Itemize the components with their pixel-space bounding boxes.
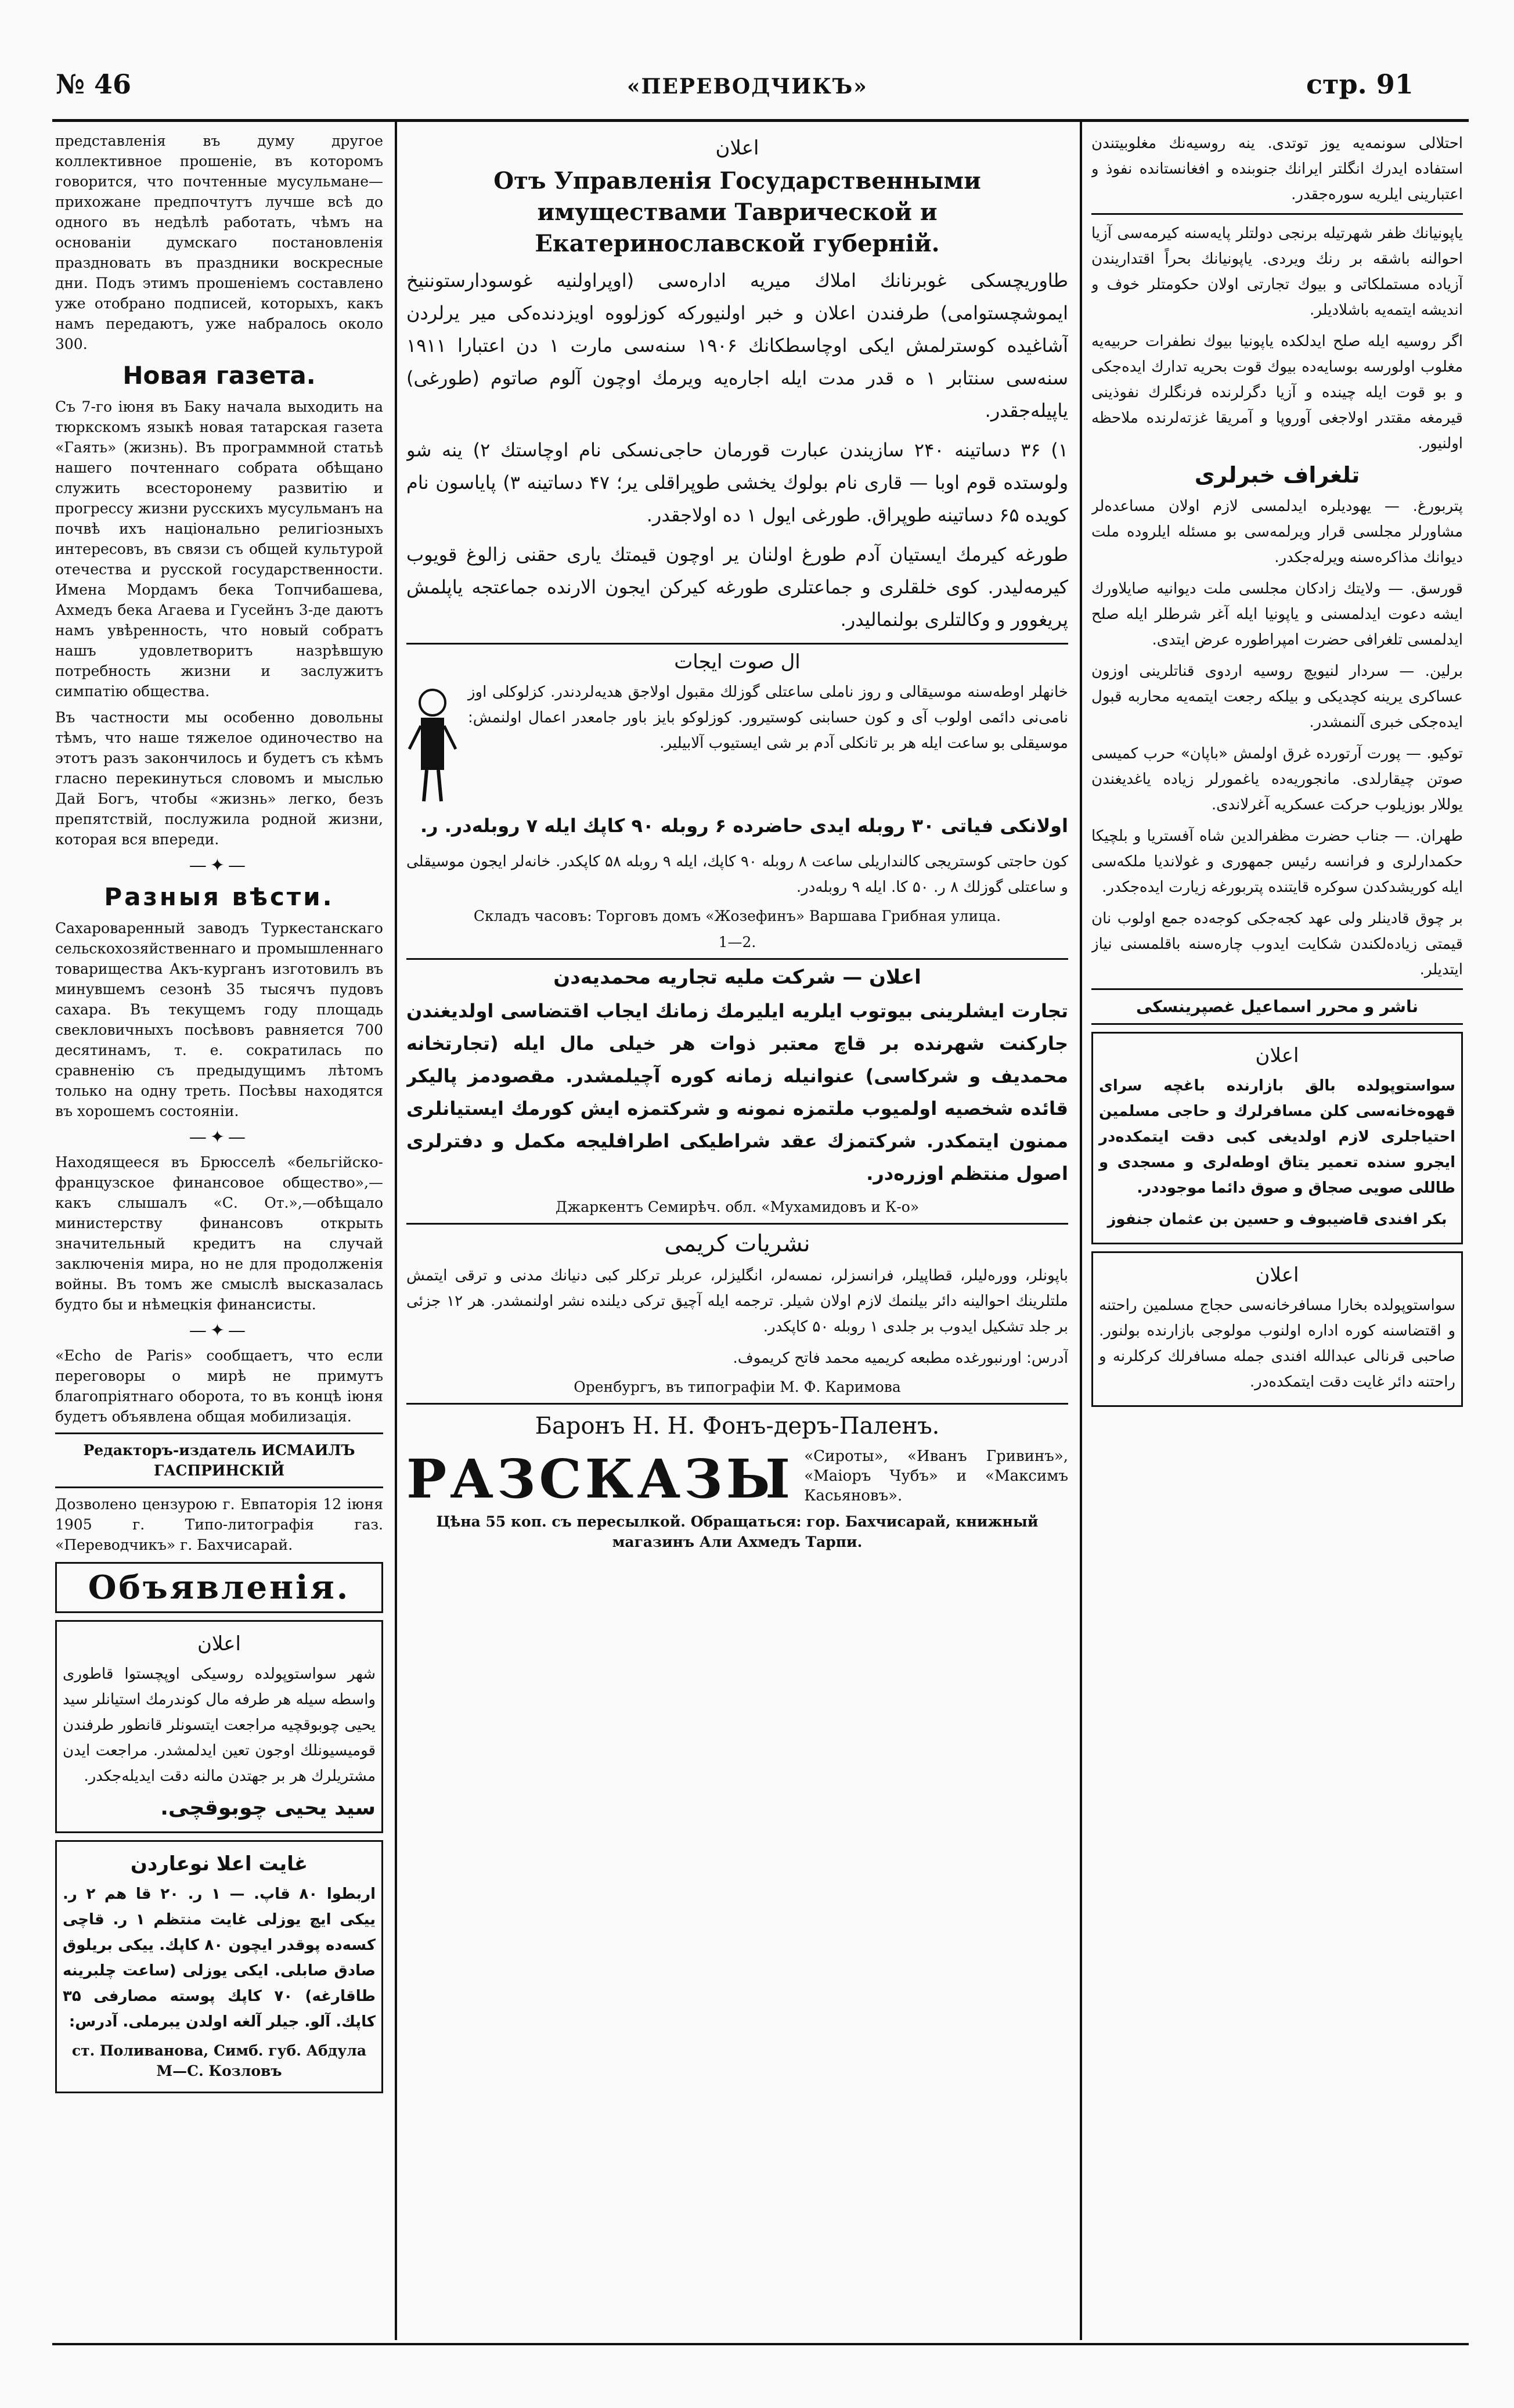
divider: [1091, 988, 1463, 990]
clock-address: Складъ часовъ: Торговъ домъ «Жозефинъ» Варшава Грибная улица.: [473, 908, 1001, 924]
editor-line: Редакторъ-издатель ИСМАИЛЪ ГАСПРИНСКІЙ: [83, 1442, 355, 1479]
publications-address: آدرس: اورنبورغده مطبعه كريميه محمد فاتح كريموف.: [733, 1349, 1068, 1367]
announcements-heading-box: [55, 1562, 383, 1613]
baron-author: Баронъ Н. Н. Фонъ-деръ-Паленъ.: [535, 1413, 940, 1439]
ad-goods-box: [55, 1840, 383, 2093]
left-column: [55, 131, 383, 2384]
ad-shipping-signature: سيد يحيى چوبوقچى.: [160, 1796, 376, 1820]
ornament-divider-3: —✦—: [189, 1320, 250, 1341]
ad-guesthouse-text: سواستوپولده بخارا مسافرخانه‌سى حجاج مسلمين راحتنه و اقتضاسنه كوره اداره اولنوب مولوجى بازارنده بولنور. صاحبى قرنالى عبدالله افندى جمله مسافرلك كركلرنه و راحتنه دائر غايت دقت ايتمكده‌در.: [1099, 1297, 1455, 1391]
ad-coffeehouse-signature: بكر افندى قاضيبوف و حسين بن عثمان جنفوز: [1107, 1211, 1447, 1228]
divider: [1091, 1023, 1463, 1025]
article-japan-2: اگر روسيه ايله صلح ايدلكده ياپونيا بيوك نطفرات حربيه‌يه مغلوب اولورسه بوسايه‌ده بيوك قوت بحريه تدارك ايده‌جكى و بو قوت ايله چينده و آزيا دگرلرنده فرنگلرك نفوذينى قيرمغه مقتدر اولاجغى آوروپا و آمريقا غزته‌لرنده ملاحظه اولنيور.: [1091, 333, 1463, 452]
divider: [55, 1432, 383, 1434]
clock-ad-text-2: كون حاجتى كوستريجى كالنداريلى ساعت ۸ روبله ۹۰ كاپك، ايله ۹ روبله ۵۸ كاپكدر. خانه‌لر ايجون موسيقلى و ساعتلى گوزلك ۸ ر. ۵۰ كا. ايله ۹ روبله‌در.: [406, 853, 1068, 896]
right-column: [1091, 131, 1463, 2384]
ornament-divider: —✦—: [189, 855, 250, 876]
telegraph-women: بر چوق قادينلر ولى عهد كجه‌جكى كوجه‌ده جمع اولوب نان قيمتى زياده‌لكندن شكايت ايدوب چاره‌سنه باقلمسنى نياز ايتديلر.: [1091, 910, 1463, 978]
clock-figure-icon: [406, 679, 459, 809]
publisher-line: ناشر و محرر اسماعيل غصپرينسكى: [1136, 997, 1418, 1016]
publications-heading: نشريات كريمى: [664, 1230, 810, 1257]
ad-label: اعلان: [1255, 1264, 1299, 1287]
newspaper-title: «ПЕРЕВОДЧИКЪ»: [627, 74, 868, 99]
divider: [1091, 213, 1463, 215]
clock-issue-count: 1—2.: [718, 934, 756, 951]
ornament-divider-2: —✦—: [189, 1127, 250, 1147]
ad-goods-address: ст. Поливанова, Симб. губ. Абдула М—С. Козловъ: [71, 2042, 367, 2079]
news-belgian-society: Находящееся въ Брюсселѣ «бельгійско-французское финансовое общество»,—какъ слышалъ «С. От.»,—обѣщало министерству финансовъ открыть значительный кредитъ на случай заключенія мира, но не для продолженія войны. Въ томъ же смыслѣ высказалась будто бы и нѣмецкія финансисты.: [55, 1154, 383, 1313]
trade-heading: اعلان — شركت مليه تجاريه محمدیه‌دن: [553, 966, 921, 989]
issue-number: № 46: [56, 69, 132, 100]
article-new-newspaper-2: Въ частности мы особенно довольны тѣмъ, что наше тяжелое одиночество на этотъ разъ закончилось и будетъ съ кѣмъ гласно перекинуться словомъ и мыслью Дай Богъ, чтобы «жизнь» легко, безъ препятствій, послужила родной жизни, которая вся впереди.: [55, 709, 383, 848]
divider: [406, 958, 1068, 960]
clock-ad-text: خانهلر اوطه‌سنه موسيقالى و روز ناملى ساعتلى گوزلك مقبول اولاجق هديه‌لردندر. كزلوكلى اوز نامى‌نى دائمى اولوب آى و كون حسابنى كوستيرور. كوزلوكو بايز باور جامعدر اعمال اولنمش: موسيقلى بو ساعت ايله هر بر تانكلى آدم بر شى ايستيوب آلابيلير.: [468, 683, 1068, 752]
telegraph-heading: تلغراف خبرلرى: [1194, 462, 1360, 488]
telegraph-petersburg: پتربورغ. — يهوديلره ايدلمسى لازم اولان مساعده‌لر مشاورلر مجلسى قرار ويرلمه‌سى بو مسئله ايلروده ملت ديوانك مذاكره‌سنه ويرله‌جكدر.: [1091, 498, 1463, 566]
article-persia: احتلالى سونمه‌يه يوز توتدى. ينه روسيه‌نك مغلوبيتندن استفاده ايدرك انگلتر ايرانك جنوبنده و افغانستانده نفوذ و اعتبارينى ايلريه سوره‌جقدر.: [1091, 135, 1463, 203]
book-works: «Сироты», «Иванъ Гривинъ», «Маіоръ Чубъ» и «Максимъ Касьяновъ».: [804, 1448, 1068, 1504]
notice-body-2: طورغه كيرمك ايستيان آدم طورغ اولنان ير اوچون قيمتك يارى حقنى زالوغ قويوب كيرمه‌ليدر. كوى خلقلرى و جماعتلرى طورغه كيركن ايجون الارنده جماعتجه ياپلمش پريغوور و وكالتلرى بولنمالیدر.: [406, 543, 1068, 631]
book-price: Цѣна 55 коп. съ пересылкой. Обращаться: гор. Бахчисарай, книжный магазинъ Али Ахмедъ Тарпи.: [436, 1513, 1039, 1550]
telegraph-tokyo: توكيو. — پورت آرتورده غرق اولمش «باپان» حرب كميسى صوتن چيقارلدى. مانجوريه‌ده ياغمورلر زياده ياغديغندن يوللار بوزيلوب حركت عسكريه آغرلاندى.: [1091, 745, 1463, 814]
clock-price: اولانكى فياتى ۳۰ روبله ايدى حاضرده ۶ روبله ۹۰ كاپك ايله ۷ روبله‌در. ر.: [420, 815, 1068, 837]
divider: [406, 1223, 1068, 1225]
telegraph-tehran: طهران. — جناب حضرت مظفرالدين شاه آفستريا و بلچيكا حكمدارلرى و فرانسه رئيس جمهورى و غولانديا ملكه‌سى ايله كوريشدكدن سوكره قايتنده پتربورغه زيارت ايده‌جكدر.: [1091, 827, 1463, 896]
notice-body: طاوريچسكى غوبرنانك املاك ميريه اداره‌سى (اوپراولنيه غوسودارستوننيخ ايموشچستوامى) طرفندن اعلان و خبر اولنيوركه كوزلووه اويزدنده‌كى مير يرلردن آشاغيده كوسترلمش ايكى اوچاسطكانك ۱۹۰۶ سنه‌سى مارت ۱ دن اعتبارا ۱۹۱۱ سنه‌سى سنتابر ۱ ه قدر مدت ايله اجاره‌يه ويرمك اوچون آلوم صاتوم (طورغى) ياپيله‌جقدر.: [406, 269, 1068, 422]
ad-coffeehouse-box: [1091, 1032, 1463, 1244]
ad-label: اعلان: [197, 1632, 241, 1655]
divider: [55, 1486, 383, 1488]
telegraph-berlin: برلين. — سردار لنيويچ روسيه اردوى قناتلرينى اوزون عساكرى يرينه كچديكى و بيلكه رجعت ايتمه‌يه محاربه قبول ايده‌جكى خبرى آلنمشدر.: [1091, 663, 1463, 731]
article-japan: ياپونيانك ظفر شهرتيله برنجى دولتلر پايه‌سنه كيرمه‌سى آزيا احوالنه باشقه بر رنك ويردى. ياپونيانك بحراً اقتداريندن آزياده مستملكاتى و بيوك تجارتى اولان حكومتلر خوف و انديشه ايتمه‌يه باشلاديلر.: [1091, 225, 1463, 319]
clock-ad-heading: ال صوت ايجات: [674, 650, 801, 674]
ad-goods-text: اربطوا ۸۰ قاپ. — ۱ ر. ۲۰ قا هم ۲ ر. ييكى ايچ يوزلى غايت منتظم ۱ ر. قاچى كسه‌ده پوقدر ايچون ۸۰ كاپك. ييكى بريلوق صادق صابلى. ايكى يوزلى (ساعت چلبرينه طاقارغه) ۷۰ كاپك پوسته مصارفى ۳۵ كاپك. آلو. جيلر آلغه اولدن يبرملى. آدرس:: [63, 1885, 376, 2031]
column-rule-right: [1080, 122, 1082, 2340]
footer-rule: [52, 2343, 1469, 2345]
trade-address: Джаркентъ Семирѣч. обл. «Мухамидовъ и К-о»: [555, 1198, 920, 1215]
ad-shipping-text: شهر سواستوپولده روسيكى اوپچستوا قاطورى واسطه سيله هر طرفه مال كوندرمك استيانلر سيد يحيى چوبوقچيه مراجعت ايتسونلر قانطور طرفندن قوميسيونلك اوجون تعين ايدلمشدر. مراجعت ايدن مشتريلرك هر بر جهتدن مالنه دقت ايديله‌جكدر.: [63, 1665, 376, 1785]
clock-ad: [406, 679, 1068, 809]
news-echo-de-paris: «Echo de Paris» сообщаетъ, что если переговоры о мирѣ не примутъ благопріятнаго оборота, то въ концѣ іюня будетъ объявлена общая мобилизація.: [55, 1347, 383, 1425]
publications-printer: Оренбургъ, въ типографіи М. Ф. Каримова: [574, 1378, 901, 1395]
heading-new-newspaper: Новая газета.: [122, 361, 316, 390]
column-rule-left: [395, 122, 397, 2340]
header-rule: [52, 119, 1469, 122]
divider: [406, 643, 1068, 645]
ad-shipping-box: [55, 1620, 383, 1833]
publications-text: باپونلر، وورەليلر، قطاپيلر، فرانسزلر، نمسەلر، انگليزلر، عربلر تركلر كبى دنيانك مدنى و ترقى ايتمش ملتلرينك احوالينه دائر بيلنمك لازم اولان شيلر. ترجمه ايله آچيق تركى ديلنده نشر اولنمشدر. هر ۱۲ جزئى بر جلد تشكيل ايدوب بر جلدى ۱ روبله ۵۰ كاپكدر.: [406, 1267, 1068, 1336]
ad-goods-heading: غايت اعلا نوعاردن: [130, 1852, 308, 1876]
article-petition: представленія въ думу другое коллективное прошеніе, въ которомъ говорится, что почтенные мусульмане—прихожане предпочтутъ лучше всѣ до одного въ недѣлѣ работать, чѣмъ на основаніи думскаго постановленія праздновать въ праздники воскресные дни. Подъ этимъ прошеніемъ составлено уже отобрано подписей, которыхъ, какъ намъ передаютъ, уже набралось около 300.: [55, 132, 383, 352]
book-title: РАЗСКАЗЫ: [406, 1448, 794, 1510]
announcements-heading: Объявленія.: [88, 1568, 351, 1607]
divider: [406, 1403, 1068, 1405]
ad-label: اعلان: [715, 136, 759, 160]
book-ad: [406, 1446, 1068, 1511]
news-sugar-factory: Сахароваренный заводъ Туркестанскаго сельскохозяйственнаго и промышленнаго товарищества Акъ-курганъ изготовилъ въ минувшемъ сезонѣ 35 тысячъ пудовъ сахара. Въ текущемъ году площадь свекловичныхъ посѣвовъ равняется 700 десятинамъ, т. е. сократилась по сравненію съ предыдущимъ лѣтомъ только на одну треть. Посѣвы находятся въ хорошемъ состояніи.: [55, 920, 383, 1120]
heading-various-news: Разныя вѣсти.: [104, 883, 334, 911]
notice-list: ۱) ۳۶ دساتينه ۲۴۰ سازيندن عبارت قورمان حاجى‌نسكى نام اوچاستك ۲) ينه شو ولوستده قوم اوبا — قارى نام بولوك يخشى طوپراقلى ير؛ ۴۷ دساتينه ۳) پاياسون نام كويده ۶۵ دساتينه طوپراق. طورغى ايول ۱ ده اولاجقدر.: [406, 439, 1068, 526]
notice-title: Отъ Управленія Государственными имуществами Таврической и Екатеринославской губерній.: [493, 167, 981, 257]
telegraph-kursk: قورسق. — ولايتك زادكان مجلسى ملت ديوانيه صايلاورك ايشه دعوت ايدلمسنى و ياپونيا ايله آغر شرطلر ايله صلح ايدلمسى تلغرافى حضرت امپراطوره عرض ايتدى.: [1091, 580, 1463, 649]
page-number: стр. 91: [1306, 69, 1414, 100]
article-new-newspaper: Съ 7-го іюня въ Баку начала выходить на тюркскомъ языкѣ новая татарская газета «Гаять» (жизнь). Въ программной статьѣ нашего почтеннаго собрата обѣщано служить всесторонему развитію и прогрессу жизни русскихъ мусульманъ на почвѣ ихъ національно религіозныхъ интересовъ, въ связи съ общей культурой отечества и русской государственности. Имена Мордамъ бека Топчибашева, Ахмедъ бека Агаева и Гусейнъ 3-де даютъ намъ увѣренность, что новый собратъ нашъ удовлетворитъ назрѣвшую потребность жизни и заслужитъ симпатію общества.: [55, 398, 383, 700]
ad-guesthouse-box: [1091, 1251, 1463, 1407]
center-column: [406, 131, 1068, 2384]
ad-coffeehouse-text: سواستوپولده بالق بازارنده باغچه سراى قهوه‌خانه‌سى كلن مسافرلرك و حاجى مسلمين احتياجلرى لازم اولديغى كبى دقت ايتمكده‌در ايجرو سنده تعمير يتاق اوطه‌لرى و مسجدى و طاللى صويى صجاق و صوق دائما موجوددر.: [1099, 1077, 1455, 1197]
trade-text: تجارت ايشلرينى بيوتوب ايلريه ايليرمك زمانك ايجاب اقتضاسى اولديغندن جاركنت شهرنده بر قاچ معتبر ذوات هر خيلى مال ايله (تجارتخانه محمدیف و شركاسى) عنوانيله زمانه كوره آچيلمشدر. مقصودمز پاليكر قائده شخصيه اولميوب ملتمزه نمونه و شركتمزه ايش كورمك ايستيانلرى ممنون ايتمكدر. شركتمزك عقد شراطيكى اطرافليجه مكمل و دفترلرى اصول منتظم اوزره‌در.: [406, 1000, 1068, 1185]
censor-line: Дозволено цензурою г. Евпаторія 12 іюня 1905 г. Типо-литографія газ. «Переводчикъ» г. Бахчисарай.: [55, 1496, 383, 1553]
ad-label: اعلان: [1255, 1044, 1299, 1067]
